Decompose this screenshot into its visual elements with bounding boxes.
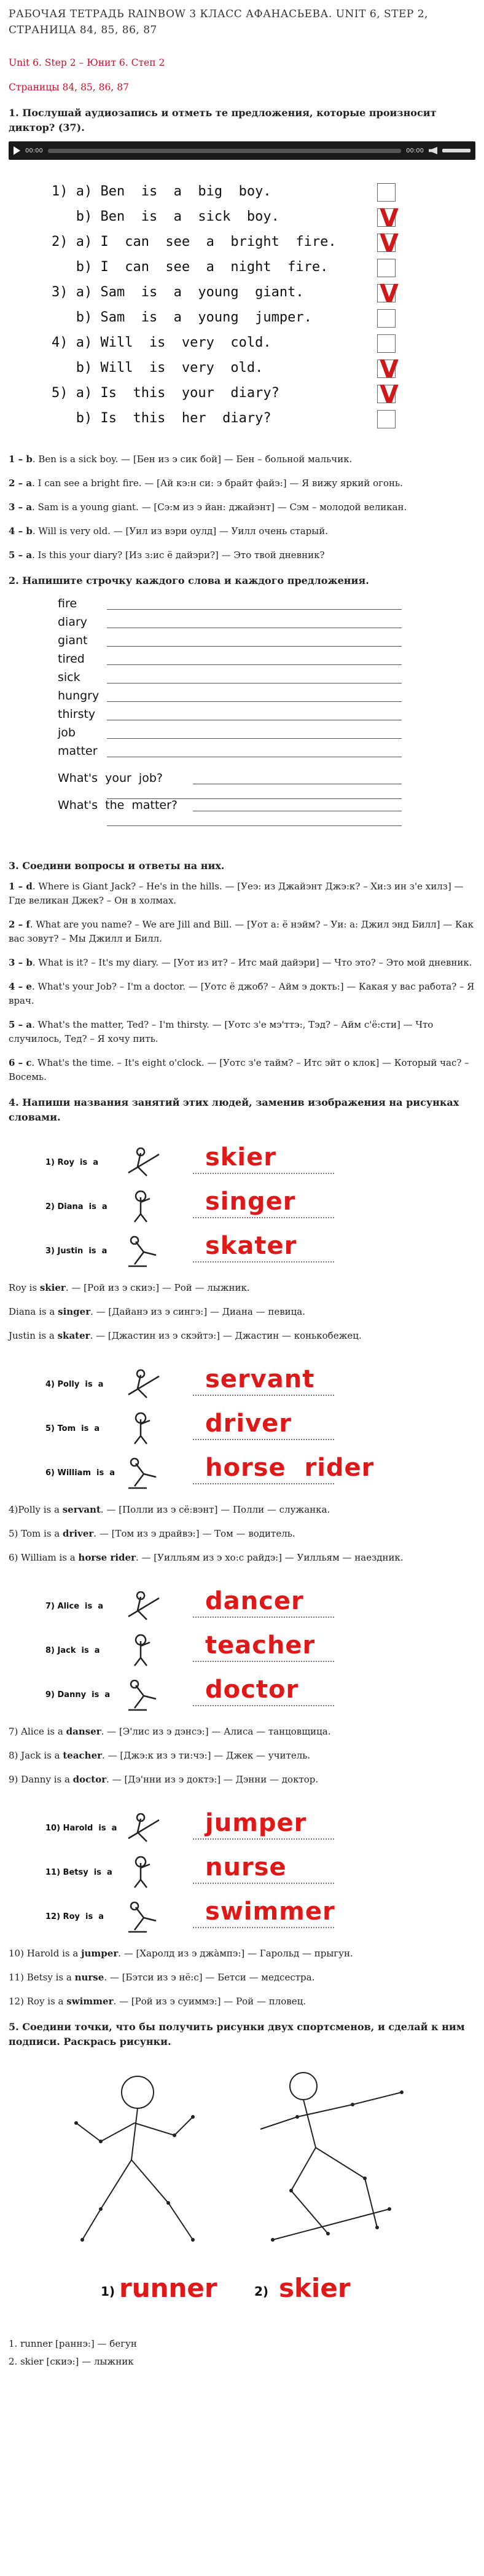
practice-word: giant [58, 634, 88, 647]
ex3-answer-key: 4 – e [9, 981, 32, 992]
ex1-answer-text: . I can see a bright fire. — [Ай кэ:н си: э брайт файэ:] — Я вижу яркий огонь. [32, 478, 403, 489]
sentence-word: danser [66, 1726, 101, 1737]
answer-line [193, 1617, 334, 1618]
occupation-sentence [9, 1305, 475, 1319]
ex1-sentence: 5) a) Is this your diary? [52, 385, 279, 401]
dot-marker [400, 2090, 404, 2094]
occupation-answer: swimmer [205, 1897, 335, 1926]
occupation-answer: driver [205, 1409, 292, 1438]
answer-line [193, 1927, 334, 1928]
sentence-start: 8) Jack is a [9, 1750, 63, 1761]
dot-marker [271, 2238, 275, 2242]
ex1-answer-key: 2 – a [9, 478, 33, 489]
occupation-picture-icon [122, 1364, 165, 1401]
sentence-start: 7) Alice is a [9, 1726, 66, 1737]
task-1-heading: 1. Послушай аудиозапись и отметь те предложения, которые произносит диктор? (37). [9, 107, 437, 133]
practice-word: tired [58, 652, 85, 666]
occupation-answer: doctor [205, 1676, 299, 1704]
dot-marker [173, 2133, 176, 2137]
sentence-translation: . — [Дэ'нни из э доктэ:] — Дэнни — доктор. [106, 1774, 319, 1785]
ex1-answer-text: . Will is very old. — [Уил из вэри оулд] — Уилл очень старый. [32, 526, 329, 537]
ex3-answer-key: 6 – c [9, 1057, 32, 1068]
occupation-sentence [9, 1725, 475, 1739]
ex3-answer-text: . What's the time. – It's eight o'clock. — [Уотс з'е тайм? – Итс эйт о клок] — Который час? – Восемь. [9, 1057, 469, 1082]
ex3-answer-key: 3 – b [9, 957, 33, 968]
ex1-answer [9, 524, 475, 538]
sentence-start: Diana is a [9, 1306, 58, 1317]
current-time: 00:00 [25, 147, 43, 154]
dot-marker [326, 2232, 330, 2235]
ex3-answer [9, 1018, 475, 1046]
occupation-picture-icon [122, 1186, 165, 1223]
task-5-heading: 5. Соедини точки, что бы получить рисунки двух спортсменов, и сделай к ним подписи. Раскрась рисунки. [9, 2021, 465, 2047]
occupation-answer: horse rider [205, 1454, 375, 1482]
sentence-translation: . — [Э'лис из э дэнсэ:] — Алиса — танцовщица. [101, 1726, 331, 1737]
occupations-image-3 [9, 1575, 475, 1716]
sentence-translation: . — [Рой из э суиммэ:] — Рой — пловец. [113, 1996, 306, 2007]
connect-the-dots-image [9, 2055, 475, 2326]
occupations-text-3 [9, 1725, 475, 1787]
occupation-picture-icon [122, 1408, 165, 1445]
sentence-start: 11) Betsy is a [9, 1972, 75, 1983]
sentence-translation: . — [Дайанэ из э сингэ:] — Диана — певица. [90, 1306, 306, 1317]
ex1-sentence: b) Ben is a sick boy. [52, 209, 279, 224]
ex3-answer-key: 5 – a [9, 1019, 33, 1030]
practice-word: hungry [58, 689, 100, 703]
answer-line [193, 1705, 334, 1706]
sentence-start: 9) Danny is a [9, 1774, 73, 1785]
dot-marker [166, 2201, 170, 2205]
occupation-label: 11) Betsy is a [45, 1868, 112, 1877]
writing-line [107, 646, 402, 647]
ex3-answer-text: . What are you name? – We are Jill and Bill. — [Уот а: ё нэйм? – Уи: а: Джил энд Билл] — Как вас зовут? – Мы Джилл и Билл. [9, 919, 474, 944]
occupation-label: 4) Polly is a [45, 1380, 104, 1389]
skier-leg [316, 2148, 377, 2227]
occupation-picture-icon [122, 1808, 165, 1845]
dot-marker [351, 2103, 354, 2106]
volume-slider[interactable] [442, 149, 470, 152]
writing-line [107, 825, 402, 826]
practice-word: matter [58, 744, 98, 758]
occupation-sentence [9, 1971, 475, 1985]
skier-body [291, 2100, 328, 2234]
check-mark-icon: V [380, 280, 399, 308]
ex1-checkbox [377, 183, 396, 202]
task-3-heading: 3. Соедини вопросы и ответы на них. [9, 860, 225, 872]
answer-line [193, 1173, 334, 1174]
occupation-picture-icon [122, 1452, 165, 1489]
audio-player [9, 141, 475, 160]
ex3-answer-text: . What's the matter, Ted? – I'm thirsty. — [Уотс з'е мэ'ттэ:, Тэд? – Айм с'ё:сти] — Что случилось, Тед? – Я хочу пить. [9, 1019, 434, 1044]
dot-marker [191, 2238, 195, 2242]
ex5-label-2: 2) [254, 2284, 269, 2299]
ex1-answer-key: 3 – a [9, 502, 33, 513]
dot-marker [99, 2207, 103, 2211]
ex1-sentence: 3) a) Sam is a young giant. [52, 285, 304, 300]
dot-marker [388, 2207, 391, 2211]
occupation-answer: teacher [205, 1631, 316, 1660]
ex3-answer-text: . What's your Job? – I'm a doctor. — [Уотс ё джоб? – Айм э докть:] — Какая у вас работа? – Я врач. [9, 981, 475, 1006]
answer-line [193, 1483, 334, 1484]
occupation-picture-icon [122, 1231, 165, 1267]
ex3-answer [9, 980, 475, 1008]
sentence-start: 10) Harold is a [9, 1948, 82, 1959]
duration-time: 00:00 [406, 147, 424, 154]
sentence-start: 6) William is a [9, 1552, 79, 1563]
practice-word: job [58, 726, 76, 739]
dot-drawing [9, 2055, 475, 2264]
ex1-sentence: 4) a) Will is very cold. [52, 335, 271, 350]
occupations-text-4 [9, 1947, 475, 2009]
ex3-answer-key: 2 – f [9, 919, 30, 930]
ex3-answer [9, 1056, 475, 1084]
sentence-word: driver [63, 1528, 94, 1539]
page-title: РАБОЧАЯ ТЕТРАДЬ RAINBOW 3 КЛАСС АФАНАСЬЕВА. UNIT 6, STEP 2, СТРАНИЦА 84, 85, 86, 87 [9, 8, 428, 36]
sentence-translation: . — [Бэтси из э нё:с] — Бетси — медсестра. [104, 1972, 315, 1983]
task-2-heading: 2. Напишите строчку каждого слова и каждого предложения. [9, 575, 369, 586]
sentence-translation: . — [Полли из э сё:вэнт] — Полли — служанка. [100, 1504, 330, 1515]
occupations-image-4 [9, 1797, 475, 1938]
occupation-picture-icon [122, 1142, 165, 1179]
runner-arm [135, 2117, 193, 2135]
ex3-answer [9, 918, 475, 946]
ex1-answer-text: . Is this your diary? [Из з:ис ё дайэри?] — Это твой дневник? [32, 549, 325, 561]
occupation-picture-icon [122, 1674, 165, 1711]
occupation-label: 6) William is a [45, 1468, 115, 1478]
dot-marker [80, 2238, 84, 2242]
occupations-text-2 [9, 1503, 475, 1565]
occupation-answer: skier [205, 1143, 276, 1172]
sentence-start: 4)Polly is a [9, 1504, 63, 1515]
ex1-sentence: b) Is this her diary? [52, 411, 271, 426]
page [9, 0, 475, 2369]
ex1-checkbox [377, 309, 396, 328]
answer-line [193, 1261, 334, 1262]
ex5-text-2: 2. skier [скиэ:] — лыжник [9, 2356, 134, 2367]
ex1-answer [9, 476, 475, 490]
occupation-picture-icon [122, 1896, 165, 1933]
ex1-checkbox [377, 259, 396, 277]
writing-line [107, 798, 402, 799]
ex3-answer [9, 956, 475, 970]
occupation-label: 5) Tom is a [45, 1424, 100, 1433]
practice-word: thirsty [58, 707, 96, 721]
practice-word: What's your job? [58, 771, 163, 785]
runner-body [82, 2108, 138, 2240]
occupation-sentence [9, 1749, 475, 1763]
sentence-word: skier [39, 1282, 66, 1293]
ex3-answer [9, 880, 475, 908]
ex1-sentence: b) I can see a night fire. [52, 259, 329, 275]
occupation-answer: jumper [205, 1809, 307, 1837]
dot-marker [99, 2140, 103, 2143]
occupation-answer: nurse [205, 1853, 287, 1881]
answer-line [193, 1838, 334, 1840]
ex1-answer [9, 452, 475, 467]
ex1-checkbox [377, 334, 396, 353]
exercise-1-answers [9, 452, 475, 562]
answer-line [193, 1883, 334, 1884]
subtitle-pages: Страницы 84, 85, 86, 87 [9, 82, 129, 93]
occupation-answer: servant [205, 1365, 315, 1393]
sentence-word: horse rider [78, 1552, 136, 1563]
sentence-start: 5) Tom is a [9, 1528, 63, 1539]
sentence-translation: . — [Уилльям из э хо:с райдэ:] — Уилльям — наездник. [135, 1552, 404, 1563]
ex1-sentence: 2) a) I can see a bright fire. [52, 234, 337, 250]
occupation-answer: dancer [205, 1587, 304, 1615]
check-mark-icon: V [380, 204, 399, 232]
check-mark-icon: V [380, 355, 399, 384]
ex3-answer-text: . What is it? – It's my diary. — [Уот из ит? – Итс май дайэри] — Что это? – Это мой дневник. [32, 957, 472, 968]
occupation-picture-icon [122, 1586, 165, 1623]
runner-head [122, 2076, 154, 2108]
occupation-answer: singer [205, 1188, 296, 1216]
sentence-word: jumper [81, 1948, 119, 1959]
dot-marker [74, 2121, 78, 2125]
occupation-answer: skater [205, 1232, 297, 1260]
occupation-picture-icon [122, 1852, 165, 1889]
occupation-picture-icon [122, 1630, 165, 1667]
practice-word: fire [58, 597, 77, 610]
occupation-sentence [9, 1773, 475, 1787]
answer-line [193, 1439, 334, 1440]
occupation-sentence [9, 1503, 475, 1517]
answer-line [193, 1661, 334, 1662]
check-mark-icon: V [380, 229, 399, 258]
runner-arm [76, 2123, 135, 2141]
answer-line [193, 1395, 334, 1396]
ex1-answer-key: 4 – b [9, 526, 33, 537]
occupations-text-1 [9, 1281, 475, 1343]
writing-line [107, 701, 402, 702]
skier-head [290, 2073, 317, 2100]
occupation-label: 3) Justin is a [45, 1247, 107, 1256]
dot-marker [375, 2226, 379, 2229]
ski-pole [260, 2092, 402, 2129]
ex1-answer [9, 500, 475, 514]
occupations-image-2 [9, 1353, 475, 1494]
occupation-label: 9) Danny is a [45, 1690, 111, 1700]
ex5-answer-1: runner [119, 2273, 217, 2303]
answer-line [193, 1217, 334, 1218]
volume-icon[interactable] [429, 147, 437, 154]
occupations-image-1 [9, 1131, 475, 1272]
ex5-label-1: 1) [101, 2284, 115, 2299]
practice-word: What's the matter? [58, 798, 178, 812]
practice-word: sick [58, 671, 80, 684]
sentence-translation: . — [Джэ:к из э ти:чэ:] — Джек — учитель. [102, 1750, 311, 1761]
occupation-label: 2) Diana is a [45, 1202, 107, 1211]
sentence-translation: . — [Рой из э скиэ:] — Рой — лыжник. [65, 1282, 250, 1293]
dot-marker [363, 2176, 367, 2180]
ex1-sentence: b) Sam is a young jumper. [52, 310, 312, 325]
sentence-word: doctor [72, 1774, 107, 1785]
sentence-translation: . — [Джастин из э скэйтэ:] — Джастин — конькобежец. [90, 1330, 362, 1341]
occupation-sentence [9, 1527, 475, 1541]
ex3-answer-text: . Where is Giant Jack? – He's in the hills. — [Уеэ: из Джайэнт Джэ:к? – Хи:з ин з'е хилз] — Где великан Джек? – Он в холмах. [9, 881, 464, 906]
practice-word: diary [58, 615, 88, 629]
check-mark-icon: V [380, 380, 399, 409]
occupation-sentence [9, 1281, 475, 1295]
exercise-2-image [9, 594, 475, 846]
play-button[interactable] [14, 146, 20, 155]
ex1-answer-key: 5 – a [9, 549, 33, 561]
ex1-answer [9, 548, 475, 562]
ex5-text-1: 1. runner [раннэ:] — бегун [9, 2338, 137, 2349]
sentence-start: 12) Roy is a [9, 1996, 67, 2007]
exercise-3-answers [9, 880, 475, 1084]
occupation-label: 8) Jack is a [45, 1646, 100, 1655]
ex5-answer-2: skier [279, 2273, 351, 2303]
ex3-answer-key: 1 – d [9, 881, 33, 892]
occupation-label: 12) Roy is a [45, 1912, 104, 1921]
sentence-word: servant [62, 1504, 101, 1515]
occupation-sentence [9, 1551, 475, 1565]
occupation-sentence [9, 1995, 475, 2009]
task-4-heading: 4. Напиши названия занятий этих людей, заменив изображения на рисунках словами. [9, 1097, 459, 1123]
occupation-label: 7) Alice is a [45, 1602, 104, 1611]
ex1-answer-text: . Sam is a young giant. — [Сэ:м из э йан: джайэнт] — Сэм – молодой великан. [32, 502, 407, 513]
dot-marker [295, 2115, 299, 2119]
audio-progress-bar[interactable] [48, 149, 401, 153]
writing-line [107, 664, 402, 665]
sentence-start: Justin is a [9, 1330, 58, 1341]
writing-line [107, 738, 402, 739]
sentence-word: singer [58, 1306, 91, 1317]
occupation-label: 10) Harold is a [45, 1824, 117, 1833]
subtitle-unit: Unit 6. Step 2 – Юнит 6. Степ 2 [9, 57, 165, 68]
ex1-sentence: 1) a) Ben is a big boy. [52, 184, 271, 199]
dot-marker [289, 2189, 293, 2192]
writing-line [107, 609, 402, 610]
ski [273, 2209, 389, 2240]
sentence-start: Roy is [9, 1282, 40, 1293]
sentence-word: skater [57, 1330, 90, 1341]
sentence-word: nurse [74, 1972, 104, 1983]
exercise-1-image [9, 173, 475, 436]
ex1-checkbox [377, 410, 396, 428]
sentence-translation: . — [Том из э драйвэ:] — Том — водитель. [93, 1528, 295, 1539]
sentence-word: swimmer [66, 1996, 114, 2007]
runner-leg [131, 2160, 193, 2240]
occupation-sentence [9, 1329, 475, 1343]
sentence-word: teacher [63, 1750, 103, 1761]
occupation-sentence [9, 1947, 475, 1961]
ex1-answer-key: 1 – b [9, 454, 33, 465]
sentence-translation: . — [Харолд из э джа̀мпэ:] — Гарольд — прыгун. [118, 1948, 353, 1959]
dot-marker [191, 2115, 195, 2119]
ex1-answer-text: . Ben is a sick boy. — [Бен из э сик бой] — Бен – больной мальчик. [32, 454, 353, 465]
ex1-sentence: b) Will is very old. [52, 360, 263, 376]
occupation-label: 1) Roy is a [45, 1158, 98, 1167]
